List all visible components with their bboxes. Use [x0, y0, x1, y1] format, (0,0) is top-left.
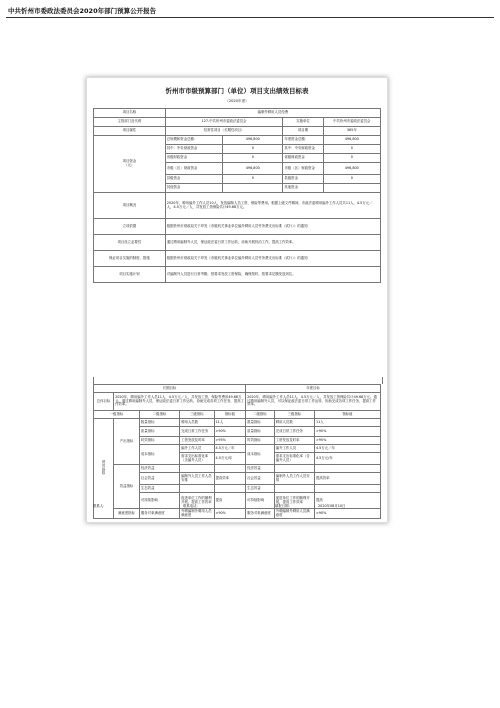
overview-text: 2020年，聘用编外工作人员10人，发放编制人员工资、保险等费用。根据上级文件精神，市政法委聘用编外工作人员共11人，4.5万元／人，4.5万元／人，共发放工资保险共计49.68万元。 — [165, 193, 380, 219]
kpi-l3: 编外工作人员 — [180, 445, 214, 453]
label-unit: 实施单位 — [283, 118, 323, 127]
label-necessity: 项目设立必要性 — [94, 235, 166, 251]
kpi-table — [93, 384, 381, 519]
total-value: 496,800 — [223, 136, 283, 145]
kpi-l3b — [274, 465, 314, 473]
label-kpi: 绩 效 指 标 — [94, 419, 114, 519]
kpi-l3 — [180, 485, 214, 493]
doc-year: （2020年度） — [225, 99, 249, 103]
label-province: 省级财政资金 — [165, 154, 222, 163]
label-central-sub: 其中：中央财政资金 — [283, 145, 323, 154]
label-overview: 项目概况 — [94, 193, 166, 219]
label-total: 总规模和资金总额： — [165, 136, 222, 145]
other-sub-value — [323, 184, 380, 193]
kpi-v: 4.5万元／年 — [214, 445, 246, 453]
label-l1: 一级指标 — [94, 411, 140, 419]
province-value: 0 — [223, 154, 283, 163]
label-long-goal: 长期目标 — [94, 385, 246, 393]
kpi-vb: >90% — [314, 427, 380, 437]
kpi-l3: 需求支出标准化率（含编外人员） — [180, 453, 214, 465]
kpi-vb: >90% — [314, 509, 380, 519]
kpi-v: 提高效率 — [214, 473, 246, 485]
kpi-vb: 4.5万元/年 — [314, 453, 380, 465]
label-funds: 项目资金 （元） — [94, 136, 166, 193]
kpi-l2: 经济效益 — [139, 465, 179, 473]
kpi-l3b: 促进单位工作的顺利开展，提高工作效率 — [274, 493, 314, 509]
kpi-l3b — [274, 485, 314, 493]
label-l2: 二级指标 — [139, 411, 179, 419]
tel-label: 联系电话： — [183, 504, 200, 508]
kpi-vb: 11人 — [314, 419, 380, 427]
label-l3: 三级指标 — [180, 411, 214, 419]
kpi-l2b: 成本指标 — [246, 445, 275, 465]
kpi-l2: 数量指标 — [139, 419, 179, 427]
label-province-sub: 省级财政资金 — [283, 154, 323, 163]
label-satis: 满意度指标 — [114, 509, 140, 519]
central-value: 0 — [223, 145, 283, 154]
city-sub-value: 496,800 — [323, 163, 380, 175]
project-name: 编制外聘用人员经费 — [165, 109, 380, 118]
kpi-l3: 编制外人员工作人员安排 — [180, 473, 214, 485]
date-label: 填报日期： — [275, 504, 292, 508]
unit-value: 中共忻州市委政法委员会 — [323, 118, 380, 127]
kpi-l2b: 生态效益 — [246, 485, 275, 493]
kpi-v: 11人 — [214, 419, 246, 427]
dept-value: 127-中共忻州市委政法委员会 — [165, 118, 283, 127]
kpi-vb: 提高 — [314, 493, 380, 509]
kpi-vb — [314, 485, 380, 493]
contact-label: 联系人： — [93, 504, 107, 508]
label-year-funds: 年度资金总额： — [283, 136, 323, 145]
kpi-l2: 可持续影响 — [139, 493, 179, 509]
label-city-sub: 市级（区）财政资金 — [283, 163, 323, 175]
label-other-sub: 其他资金 — [283, 184, 323, 193]
county-value: 0 — [223, 175, 283, 184]
kpi-vb: 提高效率 — [314, 473, 380, 485]
kpi-l3: 完成日常工作任务 — [180, 427, 214, 437]
kpi-l3b: 需求支出标准化率（含编外人员） — [274, 453, 314, 465]
kpi-l3: 促进单位工作的顺利开展，提高工作效率 — [180, 493, 214, 509]
date-value: 2020年08月10日 — [318, 504, 346, 508]
report-header: 中共忻州市委政法委员会2020年部门预算公开报告 — [8, 7, 157, 15]
footer — [93, 500, 381, 510]
kpi-l2b: 经济效益 — [246, 465, 275, 473]
label-v: 指标值 — [214, 411, 246, 419]
label-effect: 效益指标 — [114, 465, 140, 509]
kpi-l2: 成本指标 — [139, 445, 179, 465]
kpi-l2b: 质量指标 — [246, 427, 275, 437]
label-guarantee: 保证项目实施的制度、措施 — [94, 251, 166, 267]
label-v-year: 指标值 — [314, 411, 380, 419]
label-dept: 主管部门及代码 — [94, 118, 166, 127]
kpi-l2b: 可持续影响 — [246, 493, 275, 509]
kpi-vb: 4.5万元／年 — [314, 445, 380, 453]
kpi-v: 4.5万元/年 — [214, 453, 246, 465]
kpi-l3b: 聘用人员数 — [274, 419, 314, 427]
label-county: 县级资金 — [165, 175, 222, 184]
year-funds-value: 496,800 — [323, 136, 380, 145]
label-basis: 立项依据 — [94, 219, 166, 235]
kpi-l3b: 编制外人员工作人员安排 — [274, 473, 314, 485]
central-sub-value: 0 — [323, 145, 380, 154]
label-attr: 项目属性 — [94, 127, 166, 136]
document-page — [86, 77, 388, 523]
header-divider — [6, 17, 494, 18]
attr-value: 经常性项目（长期性项目） — [165, 127, 283, 136]
label-other: 其他资金 — [165, 184, 222, 193]
project-info-table — [93, 108, 381, 283]
kpi-l3b: 工资发放及时率 — [274, 437, 314, 445]
kpi-l2b: 服务对象满意度 — [246, 509, 275, 519]
label-output: 产出指标 — [114, 419, 140, 465]
total-goal-long: 2020年，聘用编外工作人员11人，4.5万元／人，共发放工资、保险等费用49.68万元，通过聘用编制外人员，保证政法委日常工作运转，协助完成各项工作任务，提高工作效率。 — [114, 393, 246, 411]
kpi-l2: 时效指标 — [139, 437, 179, 445]
kpi-l2: 服务对象满意度 — [139, 509, 179, 519]
label-city: 市级（区）财政资金 — [165, 163, 222, 175]
period-value: 365年 — [323, 127, 380, 136]
kpi-l2: 质量指标 — [139, 427, 179, 437]
label-l2-year: 二级指标 — [246, 411, 275, 419]
kpi-l3 — [180, 465, 214, 473]
label-project-name: 项目名称 — [94, 109, 166, 118]
label-year-goal: 年度目标 — [246, 385, 381, 393]
basis-text: 根据忻州市财政局关于印发《市级机关事业单位编外聘用人员劳务费支出标准（试行）》的通知 — [165, 219, 380, 235]
doc-title: 忻州市市级预算部门（单位）项目支出绩效目标表 — [165, 87, 309, 95]
total-goal-year: 2020年，聘用编外工作人员11人，4.5万元／人，共发放工资保险共计49.68万元。通过聘用编制外人员，可以保证政法委日常工作运转，协助完成各项工作任务，提高工作效率。 — [246, 393, 381, 411]
kpi-l2b: 时效指标 — [246, 437, 275, 445]
kpi-v — [214, 465, 246, 473]
kpi-v — [214, 485, 246, 493]
label-county-sub: 县级资金 — [283, 175, 323, 184]
label-plan: 项目实施计划 — [94, 267, 166, 283]
plan-text: 对编制外人员进行日常考勤，按要求发放工资保险，确保按时、按要求足额发放到位。 — [165, 267, 380, 283]
label-central: 其中：中央财政资金 — [165, 145, 222, 154]
label-period: 项目期 — [283, 127, 323, 136]
kpi-l3b: 外聘编制外聘用人员满意度 — [274, 509, 314, 519]
kpi-l3: 工资发放及时率 — [180, 437, 214, 445]
other-value — [223, 184, 283, 193]
kpi-l3b: 完成日常工作任务 — [274, 427, 314, 437]
table-gap — [93, 377, 383, 384]
kpi-l3: 外聘编制外聘用人员满意度 — [180, 509, 214, 519]
kpi-l2b: 数量指标 — [246, 419, 275, 427]
kpi-l3: 聘用人员数 — [180, 419, 214, 427]
guarantee-text: 根据忻州市财政局关于印发《市级机关事业单位编外聘用人员劳务费支出标准（试行）》的通知 — [165, 251, 380, 267]
kpi-v: >95% — [214, 437, 246, 445]
kpi-l2: 社会效益 — [139, 473, 179, 485]
label-total-goal: 总体目标 — [94, 393, 114, 411]
necessity-text: 通过聘用编制外人员，保证政法委日常工作运转，协助开展综治工作，提高工作效率。 — [165, 235, 380, 251]
county-sub-value: 0 — [323, 175, 380, 184]
kpi-v: >90% — [214, 427, 246, 437]
kpi-l3b: 编外工作人员 — [274, 445, 314, 453]
kpi-v: >90% — [214, 509, 246, 519]
kpi-vb: >95% — [314, 437, 380, 445]
kpi-l2: 生态效益 — [139, 485, 179, 493]
city-value: 496,800 — [223, 163, 283, 175]
label-l3-year: 三级指标 — [274, 411, 314, 419]
kpi-l2b: 社会效益 — [246, 473, 275, 485]
kpi-v: 提高 — [214, 493, 246, 509]
province-sub-value: 0 — [323, 154, 380, 163]
kpi-vb — [314, 465, 380, 473]
